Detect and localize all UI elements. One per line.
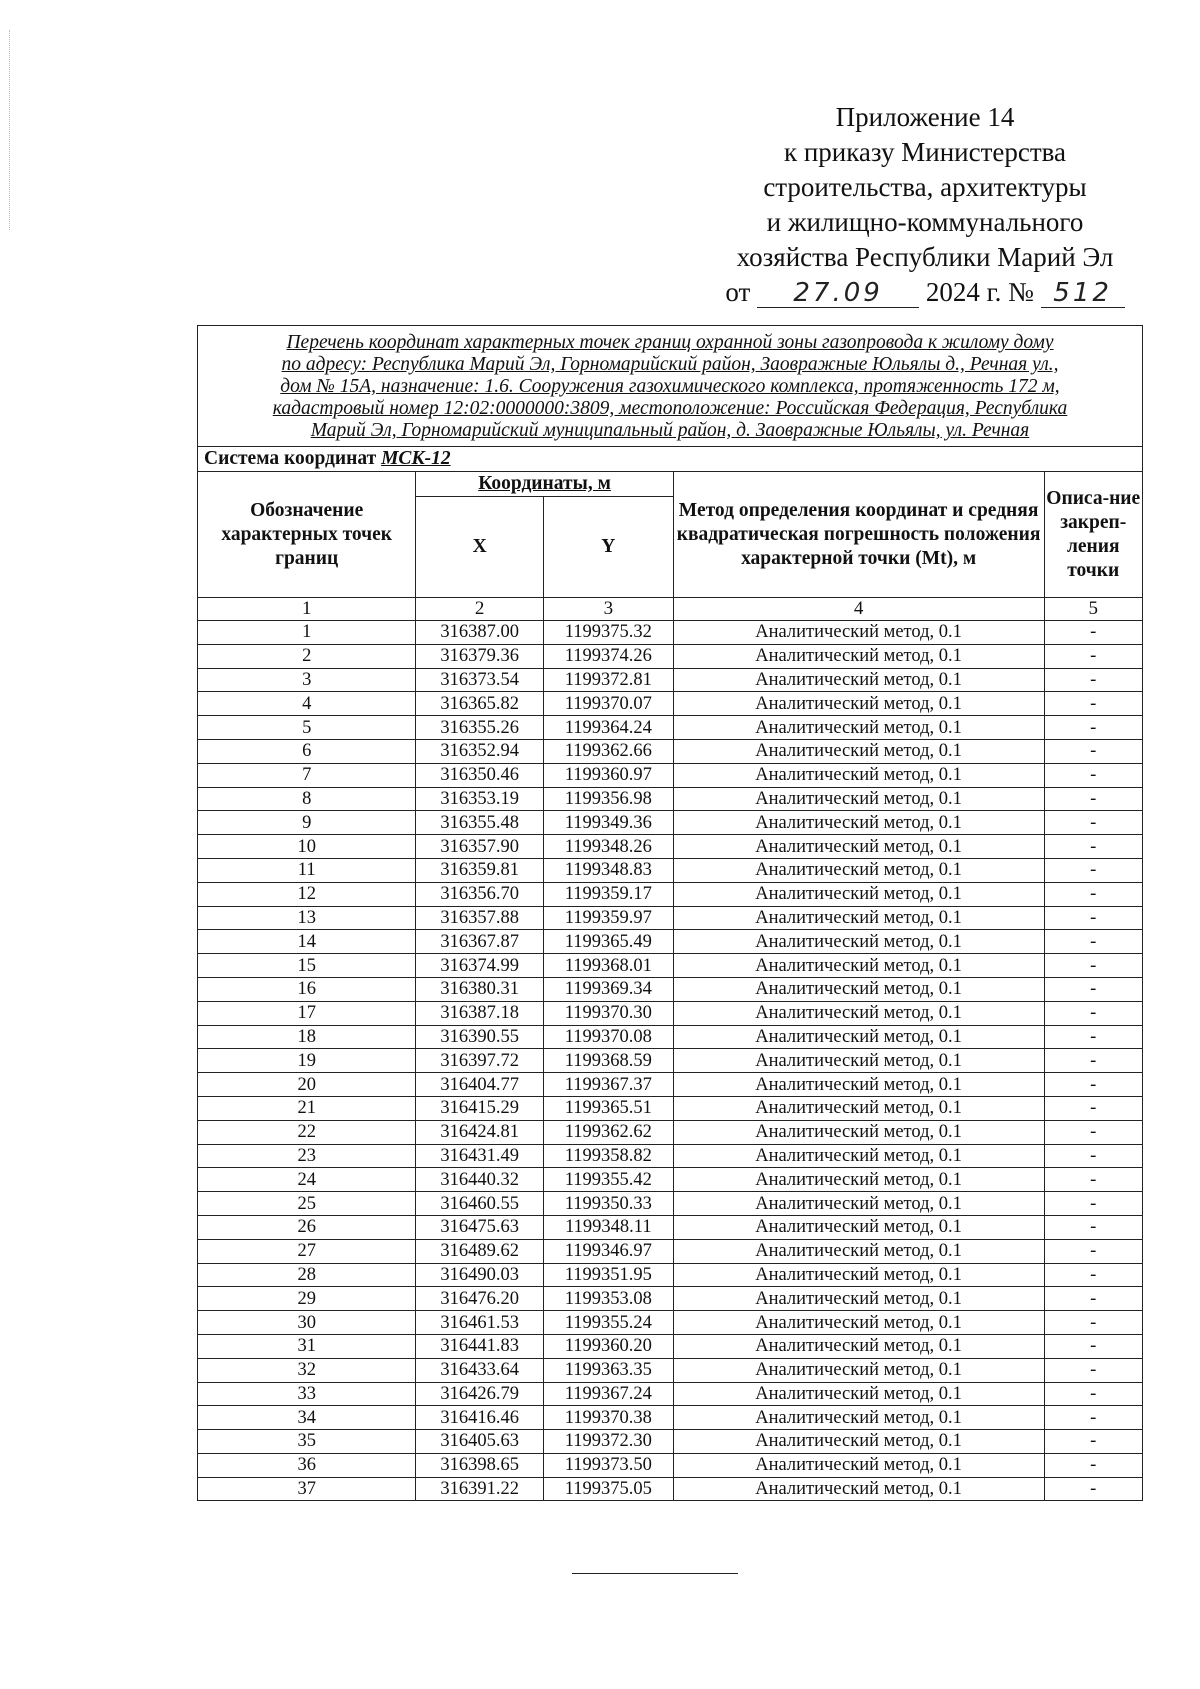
point-number-cell: 25 xyxy=(198,1192,416,1216)
method-cell: Аналитический метод, 0.1 xyxy=(673,1120,1044,1144)
table-row xyxy=(198,1120,1143,1144)
order-year: 2024 г. № xyxy=(925,277,1034,307)
method-cell: Аналитический метод, 0.1 xyxy=(673,1406,1044,1430)
y-coordinate-cell: 1199350.33 xyxy=(543,1192,673,1216)
method-cell: Аналитический метод, 0.1 xyxy=(673,739,1044,763)
header-point: Обозначение характерных точек границ xyxy=(198,472,416,598)
description-cell: - xyxy=(1044,763,1142,787)
table-row xyxy=(198,1025,1143,1049)
coordinate-system xyxy=(198,447,1143,472)
end-rule xyxy=(572,1573,738,1574)
table-row xyxy=(198,692,1143,716)
method-cell: Аналитический метод, 0.1 xyxy=(673,668,1044,692)
y-coordinate-cell: 1199348.26 xyxy=(543,835,673,859)
order-date: 27.09 xyxy=(757,279,919,308)
method-cell: Аналитический метод, 0.1 xyxy=(673,1239,1044,1263)
y-coordinate-cell: 1199349.36 xyxy=(543,811,673,835)
method-cell: Аналитический метод, 0.1 xyxy=(673,1358,1044,1382)
y-coordinate-cell: 1199375.05 xyxy=(543,1477,673,1501)
x-coordinate-cell: 316356.70 xyxy=(416,882,544,906)
table-row xyxy=(198,1477,1143,1501)
method-cell: Аналитический метод, 0.1 xyxy=(673,930,1044,954)
caption-line: Перечень координат характерных точек границ охранной зоны газопровода к жилому дому xyxy=(286,332,1054,353)
y-coordinate-cell: 1199369.34 xyxy=(543,977,673,1001)
description-cell: - xyxy=(1044,1192,1142,1216)
point-number-cell: 21 xyxy=(198,1096,416,1120)
y-coordinate-cell: 1199368.01 xyxy=(543,954,673,978)
description-cell: - xyxy=(1044,1382,1142,1406)
header-line-2: к приказу Министерства xyxy=(783,137,1067,167)
table-row xyxy=(198,1334,1143,1358)
scan-edge-mark xyxy=(9,30,11,230)
description-cell: - xyxy=(1044,1334,1142,1358)
table-row xyxy=(198,763,1143,787)
header-x: X xyxy=(416,497,544,598)
description-cell: - xyxy=(1044,1239,1142,1263)
header-y: Y xyxy=(543,497,673,598)
x-coordinate-cell: 316350.46 xyxy=(416,763,544,787)
point-number-cell: 2 xyxy=(198,644,416,668)
point-number-cell: 37 xyxy=(198,1477,416,1501)
point-number-cell: 10 xyxy=(198,835,416,859)
caption-line: кадастровый номер 12:02:0000000:3809, местоположение: Российская Федерация, Республика xyxy=(272,398,1068,419)
table-row xyxy=(198,1096,1143,1120)
x-coordinate-cell: 316489.62 xyxy=(416,1239,544,1263)
method-cell: Аналитический метод, 0.1 xyxy=(673,1453,1044,1477)
y-coordinate-cell: 1199375.32 xyxy=(543,621,673,645)
point-number-cell: 20 xyxy=(198,1073,416,1097)
table-row xyxy=(198,1049,1143,1073)
point-number-cell: 17 xyxy=(198,1001,416,1025)
y-coordinate-cell: 1199365.51 xyxy=(543,1096,673,1120)
column-number: 1 xyxy=(198,598,416,621)
x-coordinate-cell: 316426.79 xyxy=(416,1382,544,1406)
y-coordinate-cell: 1199359.17 xyxy=(543,882,673,906)
x-coordinate-cell: 316387.00 xyxy=(416,621,544,645)
method-cell: Аналитический метод, 0.1 xyxy=(673,787,1044,811)
method-cell: Аналитический метод, 0.1 xyxy=(673,977,1044,1001)
point-number-cell: 8 xyxy=(198,787,416,811)
description-cell: - xyxy=(1044,1025,1142,1049)
description-cell: - xyxy=(1044,1001,1142,1025)
y-coordinate-cell: 1199372.81 xyxy=(543,668,673,692)
description-cell: - xyxy=(1044,1453,1142,1477)
table-row xyxy=(198,1430,1143,1454)
x-coordinate-cell: 316475.63 xyxy=(416,1215,544,1239)
table-row xyxy=(198,954,1143,978)
caption-line: по адресу: Республика Марий Эл, Горномарийский район, Заовражные Юльялы д., Речная ул., xyxy=(281,354,1059,375)
x-coordinate-cell: 316355.48 xyxy=(416,811,544,835)
table-row xyxy=(198,787,1143,811)
point-number-cell: 4 xyxy=(198,692,416,716)
table-row xyxy=(198,739,1143,763)
coordinate-rows xyxy=(198,621,1143,1501)
description-cell: - xyxy=(1044,977,1142,1001)
description-cell: - xyxy=(1044,811,1142,835)
point-number-cell: 28 xyxy=(198,1263,416,1287)
description-cell: - xyxy=(1044,1073,1142,1097)
table-row xyxy=(198,621,1143,645)
table-row xyxy=(198,977,1143,1001)
description-cell: - xyxy=(1044,835,1142,859)
order-line xyxy=(690,275,1160,310)
caption-line: дом № 15А, назначение: 1.6. Сооружения газохимического комплекса, протяженность 172 м, xyxy=(280,376,1060,397)
table-row xyxy=(198,1406,1143,1430)
point-number-cell: 15 xyxy=(198,954,416,978)
x-coordinate-cell: 316416.46 xyxy=(416,1406,544,1430)
description-cell: - xyxy=(1044,1096,1142,1120)
x-coordinate-cell: 316380.31 xyxy=(416,977,544,1001)
table-row xyxy=(198,1215,1143,1239)
description-cell: - xyxy=(1044,1477,1142,1501)
y-coordinate-cell: 1199370.08 xyxy=(543,1025,673,1049)
y-coordinate-cell: 1199362.62 xyxy=(543,1120,673,1144)
point-number-cell: 26 xyxy=(198,1215,416,1239)
point-number-cell: 23 xyxy=(198,1144,416,1168)
table-row xyxy=(198,1453,1143,1477)
x-coordinate-cell: 316397.72 xyxy=(416,1049,544,1073)
description-cell: - xyxy=(1044,1120,1142,1144)
table-row xyxy=(198,906,1143,930)
point-number-cell: 18 xyxy=(198,1025,416,1049)
point-number-cell: 27 xyxy=(198,1239,416,1263)
table-row xyxy=(198,1192,1143,1216)
table-row xyxy=(198,1358,1143,1382)
table-row xyxy=(198,882,1143,906)
method-cell: Аналитический метод, 0.1 xyxy=(673,763,1044,787)
description-cell: - xyxy=(1044,930,1142,954)
column-number: 5 xyxy=(1044,598,1142,621)
point-number-cell: 22 xyxy=(198,1120,416,1144)
description-cell: - xyxy=(1044,1430,1142,1454)
point-number-cell: 1 xyxy=(198,621,416,645)
y-coordinate-cell: 1199372.30 xyxy=(543,1430,673,1454)
point-number-cell: 12 xyxy=(198,882,416,906)
table-row xyxy=(198,930,1143,954)
column-number: 3 xyxy=(543,598,673,621)
method-cell: Аналитический метод, 0.1 xyxy=(673,1049,1044,1073)
table-row xyxy=(198,716,1143,740)
coordinate-system-label: Система координат xyxy=(204,448,377,469)
description-cell: - xyxy=(1044,1049,1142,1073)
description-cell: - xyxy=(1044,1168,1142,1192)
description-cell: - xyxy=(1044,954,1142,978)
description-cell: - xyxy=(1044,1358,1142,1382)
method-cell: Аналитический метод, 0.1 xyxy=(673,1334,1044,1358)
method-cell: Аналитический метод, 0.1 xyxy=(673,882,1044,906)
header-description: Описа-ние закреп-ления точки xyxy=(1044,472,1142,598)
description-cell: - xyxy=(1044,787,1142,811)
table-row xyxy=(198,1382,1143,1406)
table-row xyxy=(198,858,1143,882)
y-coordinate-cell: 1199364.24 xyxy=(543,716,673,740)
x-coordinate-cell: 316355.26 xyxy=(416,716,544,740)
description-cell: - xyxy=(1044,1287,1142,1311)
x-coordinate-cell: 316405.63 xyxy=(416,1430,544,1454)
column-numbers-row xyxy=(198,598,1143,621)
table-row xyxy=(198,1311,1143,1335)
table-row xyxy=(198,835,1143,859)
point-number-cell: 14 xyxy=(198,930,416,954)
y-coordinate-cell: 1199360.97 xyxy=(543,763,673,787)
method-cell: Аналитический метод, 0.1 xyxy=(673,954,1044,978)
x-coordinate-cell: 316424.81 xyxy=(416,1120,544,1144)
appendix-title: Приложение 14 xyxy=(835,102,1015,132)
method-cell: Аналитический метод, 0.1 xyxy=(673,1430,1044,1454)
header-method: Метод определения координат и средняя квадратическая погрешность положения характерной точки (Mt), м xyxy=(673,472,1044,598)
description-cell: - xyxy=(1044,1215,1142,1239)
x-coordinate-cell: 316379.36 xyxy=(416,644,544,668)
x-coordinate-cell: 316387.18 xyxy=(416,1001,544,1025)
method-cell: Аналитический метод, 0.1 xyxy=(673,811,1044,835)
point-number-cell: 16 xyxy=(198,977,416,1001)
x-coordinate-cell: 316461.53 xyxy=(416,1311,544,1335)
table-row xyxy=(198,1168,1143,1192)
method-cell: Аналитический метод, 0.1 xyxy=(673,692,1044,716)
y-coordinate-cell: 1199367.37 xyxy=(543,1073,673,1097)
method-cell: Аналитический метод, 0.1 xyxy=(673,835,1044,859)
description-cell: - xyxy=(1044,692,1142,716)
method-cell: Аналитический метод, 0.1 xyxy=(673,621,1044,645)
description-cell: - xyxy=(1044,644,1142,668)
point-number-cell: 9 xyxy=(198,811,416,835)
header-line-5: хозяйства Республики Марий Эл xyxy=(736,242,1114,272)
description-cell: - xyxy=(1044,1406,1142,1430)
method-cell: Аналитический метод, 0.1 xyxy=(673,1025,1044,1049)
method-cell: Аналитический метод, 0.1 xyxy=(673,1382,1044,1406)
table-caption xyxy=(198,326,1143,447)
method-cell: Аналитический метод, 0.1 xyxy=(673,1168,1044,1192)
x-coordinate-cell: 316490.03 xyxy=(416,1263,544,1287)
x-coordinate-cell: 316440.32 xyxy=(416,1168,544,1192)
method-cell: Аналитический метод, 0.1 xyxy=(673,644,1044,668)
y-coordinate-cell: 1199348.83 xyxy=(543,858,673,882)
y-coordinate-cell: 1199355.42 xyxy=(543,1168,673,1192)
table-row xyxy=(198,644,1143,668)
x-coordinate-cell: 316415.29 xyxy=(416,1096,544,1120)
description-cell: - xyxy=(1044,906,1142,930)
table-row xyxy=(198,1001,1143,1025)
description-cell: - xyxy=(1044,621,1142,645)
x-coordinate-cell: 316398.65 xyxy=(416,1453,544,1477)
method-cell: Аналитический метод, 0.1 xyxy=(673,1287,1044,1311)
caption-line: Марий Эл, Горномарийский муниципальный район, д. Заовражные Юльялы, ул. Речная xyxy=(310,420,1030,441)
description-cell: - xyxy=(1044,882,1142,906)
point-number-cell: 5 xyxy=(198,716,416,740)
method-cell: Аналитический метод, 0.1 xyxy=(673,1311,1044,1335)
method-cell: Аналитический метод, 0.1 xyxy=(673,1001,1044,1025)
y-coordinate-cell: 1199356.98 xyxy=(543,787,673,811)
x-coordinate-cell: 316391.22 xyxy=(416,1477,544,1501)
x-coordinate-cell: 316476.20 xyxy=(416,1287,544,1311)
y-coordinate-cell: 1199373.50 xyxy=(543,1453,673,1477)
method-cell: Аналитический метод, 0.1 xyxy=(673,1215,1044,1239)
y-coordinate-cell: 1199351.95 xyxy=(543,1263,673,1287)
y-coordinate-cell: 1199370.30 xyxy=(543,1001,673,1025)
method-cell: Аналитический метод, 0.1 xyxy=(673,1263,1044,1287)
coordinates-table xyxy=(197,325,1143,1501)
method-cell: Аналитический метод, 0.1 xyxy=(673,906,1044,930)
x-coordinate-cell: 316374.99 xyxy=(416,954,544,978)
column-number: 2 xyxy=(416,598,544,621)
y-coordinate-cell: 1199360.20 xyxy=(543,1334,673,1358)
point-number-cell: 29 xyxy=(198,1287,416,1311)
column-number: 4 xyxy=(673,598,1044,621)
y-coordinate-cell: 1199348.11 xyxy=(543,1215,673,1239)
header-line-3: строительства, архитектуры xyxy=(763,172,1087,202)
y-coordinate-cell: 1199353.08 xyxy=(543,1287,673,1311)
point-number-cell: 36 xyxy=(198,1453,416,1477)
x-coordinate-cell: 316367.87 xyxy=(416,930,544,954)
description-cell: - xyxy=(1044,739,1142,763)
method-cell: Аналитический метод, 0.1 xyxy=(673,1073,1044,1097)
point-number-cell: 19 xyxy=(198,1049,416,1073)
y-coordinate-cell: 1199370.38 xyxy=(543,1406,673,1430)
order-number: 512 xyxy=(1041,279,1125,308)
description-cell: - xyxy=(1044,858,1142,882)
x-coordinate-cell: 316353.19 xyxy=(416,787,544,811)
point-number-cell: 24 xyxy=(198,1168,416,1192)
y-coordinate-cell: 1199374.26 xyxy=(543,644,673,668)
y-coordinate-cell: 1199367.24 xyxy=(543,1382,673,1406)
y-coordinate-cell: 1199370.07 xyxy=(543,692,673,716)
method-cell: Аналитический метод, 0.1 xyxy=(673,1096,1044,1120)
description-cell: - xyxy=(1044,1311,1142,1335)
method-cell: Аналитический метод, 0.1 xyxy=(673,716,1044,740)
x-coordinate-cell: 316390.55 xyxy=(416,1025,544,1049)
table-row xyxy=(198,1144,1143,1168)
point-number-cell: 34 xyxy=(198,1406,416,1430)
y-coordinate-cell: 1199355.24 xyxy=(543,1311,673,1335)
y-coordinate-cell: 1199368.59 xyxy=(543,1049,673,1073)
appendix-header xyxy=(690,100,1160,310)
y-coordinate-cell: 1199365.49 xyxy=(543,930,673,954)
x-coordinate-cell: 316373.54 xyxy=(416,668,544,692)
point-number-cell: 3 xyxy=(198,668,416,692)
method-cell: Аналитический метод, 0.1 xyxy=(673,1477,1044,1501)
table-row xyxy=(198,1263,1143,1287)
description-cell: - xyxy=(1044,668,1142,692)
x-coordinate-cell: 316365.82 xyxy=(416,692,544,716)
method-cell: Аналитический метод, 0.1 xyxy=(673,1192,1044,1216)
point-number-cell: 11 xyxy=(198,858,416,882)
point-number-cell: 35 xyxy=(198,1430,416,1454)
y-coordinate-cell: 1199359.97 xyxy=(543,906,673,930)
point-number-cell: 7 xyxy=(198,763,416,787)
table-row xyxy=(198,1287,1143,1311)
coordinate-system-value: МСК-12 xyxy=(381,448,451,469)
description-cell: - xyxy=(1044,1263,1142,1287)
x-coordinate-cell: 316352.94 xyxy=(416,739,544,763)
point-number-cell: 32 xyxy=(198,1358,416,1382)
method-cell: Аналитический метод, 0.1 xyxy=(673,858,1044,882)
x-coordinate-cell: 316433.64 xyxy=(416,1358,544,1382)
order-prefix: от xyxy=(725,277,751,307)
table-row xyxy=(198,1239,1143,1263)
description-cell: - xyxy=(1044,716,1142,740)
x-coordinate-cell: 316357.90 xyxy=(416,835,544,859)
y-coordinate-cell: 1199358.82 xyxy=(543,1144,673,1168)
x-coordinate-cell: 316404.77 xyxy=(416,1073,544,1097)
x-coordinate-cell: 316359.81 xyxy=(416,858,544,882)
y-coordinate-cell: 1199363.35 xyxy=(543,1358,673,1382)
y-coordinate-cell: 1199362.66 xyxy=(543,739,673,763)
x-coordinate-cell: 316357.88 xyxy=(416,906,544,930)
point-number-cell: 13 xyxy=(198,906,416,930)
header-line-4: и жилищно-коммунального xyxy=(766,207,1084,237)
point-number-cell: 30 xyxy=(198,1311,416,1335)
table-row xyxy=(198,1073,1143,1097)
header-coordinates: Координаты, м xyxy=(416,472,673,497)
x-coordinate-cell: 316441.83 xyxy=(416,1334,544,1358)
y-coordinate-cell: 1199346.97 xyxy=(543,1239,673,1263)
method-cell: Аналитический метод, 0.1 xyxy=(673,1144,1044,1168)
x-coordinate-cell: 316460.55 xyxy=(416,1192,544,1216)
point-number-cell: 6 xyxy=(198,739,416,763)
description-cell: - xyxy=(1044,1144,1142,1168)
table-row xyxy=(198,668,1143,692)
point-number-cell: 31 xyxy=(198,1334,416,1358)
point-number-cell: 33 xyxy=(198,1382,416,1406)
table-row xyxy=(198,811,1143,835)
x-coordinate-cell: 316431.49 xyxy=(416,1144,544,1168)
